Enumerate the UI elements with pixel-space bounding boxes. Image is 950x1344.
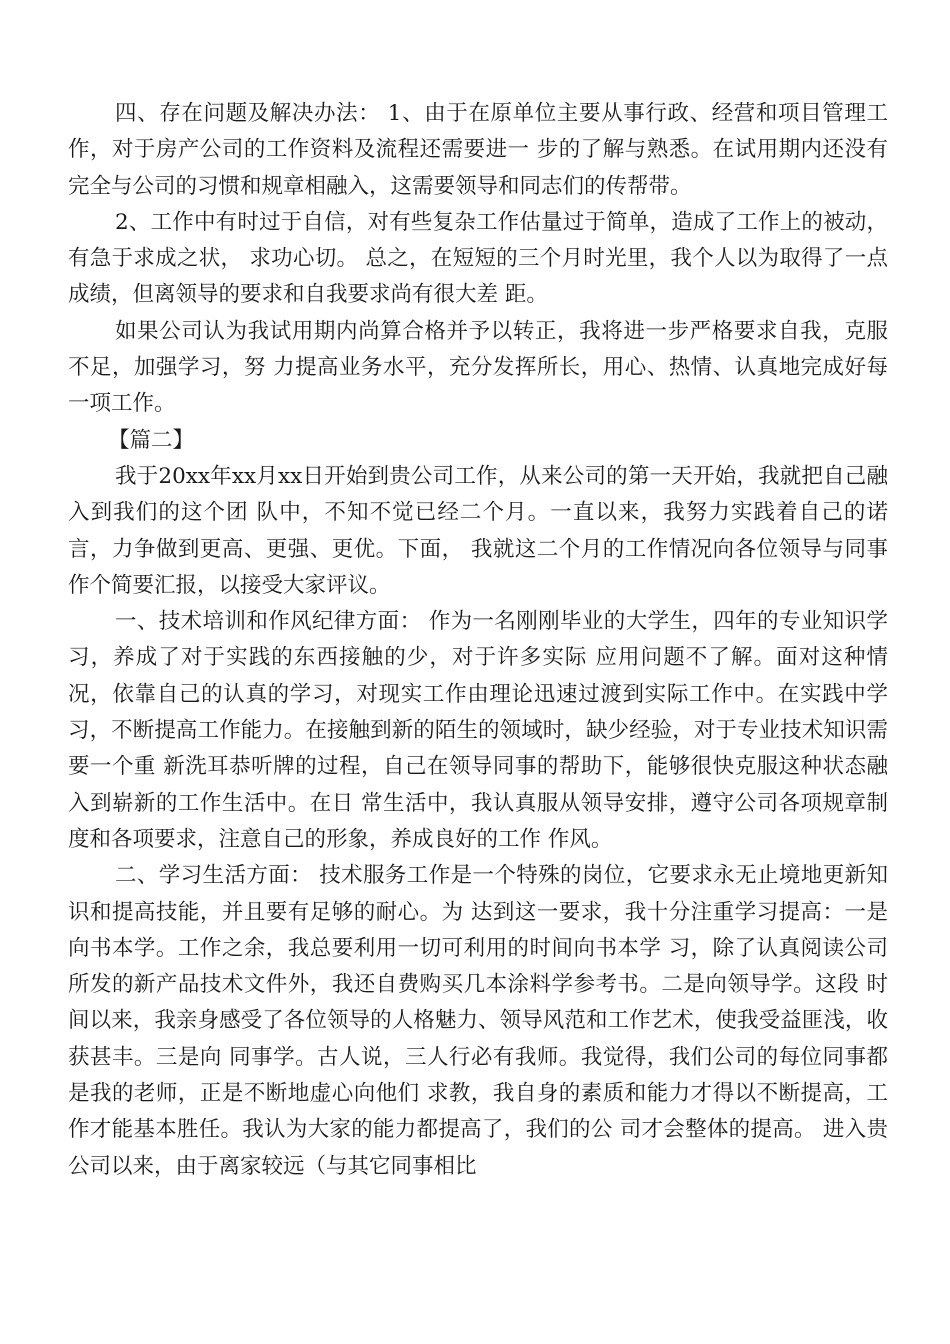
document-body bbox=[68, 96, 888, 1185]
paragraph-introduction: 我于20xx年xx月xx日开始到贵公司工作，从来公司的第一天开始，我就把自己融入到我们的这个团 队中，不知不觉已经二个月。一直以来，我努力实践着自己的诺言，力争做到更高、更强、更优。下面， 我就这二个月的工作情况向各位领导与同事作个简要汇报，以接受大家评议。 bbox=[68, 463, 888, 598]
paragraph-overconfidence: 2、工作中有时过于自信，对有些复杂工作估量过于简单，造成了工作上的被动，有急于求成之状， 求功心切。 总之，在短短的三个月时光里，我个人以为取得了一点成绩，但离领导的要求和自我要求尚有很大差 距。 bbox=[68, 209, 888, 308]
paragraph-technical-training: 一、技术培训和作风纪律方面： 作为一名刚刚毕业的大学生，四年的专业知识学习，养成了对于实践的东西接触的少，对于许多实际 应用问题不了解。面对这种情况，依靠自己的认真的学习，对现实工作由理论迅速过渡到实际工作中。在实践中学习，不断提高工作能力。在接触到新的陌生的领域时，缺少经验，对于专业技术知识需要一个重 新洗耳恭听牌的过程，自己在领导同事的帮助下，能够很快克服这种状态融入到崭新的工作生活中。在日 常生活中，我认真服从领导安排，遵守公司各项规章制度和各项要求，注意自己的形象，养成良好的工作 作风。 bbox=[68, 609, 888, 852]
section-heading-part-two: 【篇二】 bbox=[108, 427, 195, 453]
paragraph-confirmation-request: 如果公司认为我试用期内尚算合格并予以转正，我将进一步严格要求自我，克服不足，加强学习，努 力提高业务水平，充分发挥所长，用心、热情、认真地完成好每一项工作。 bbox=[68, 318, 888, 417]
paragraph-study-life: 二、学习生活方面： 技术服务工作是一个特殊的岗位，它要求永无止境地更新知识和提高技能，并且要有足够的耐心。为 达到这一要求，我十分注重学习提高：一是向书本学。工作之余，我总要利用一切可利用的时间向书本学 习，除了认真阅读公司所发的新产品技术文件外，我还自费购买几本涂料学参考书。二是向领导学。这段 时间以来，我亲身感受了各位领导的人格魅力、领导风范和工作艺术，使我受益匪浅，收获甚丰。三是向 同事学。古人说，三人行必有我师。我觉得，我们公司的每位同事都是我的老师，正是不断地虚心向他们 求教，我自身的素质和能力才得以不断提高，工作才能基本胜任。我认为大家的能力都提高了，我们的公 司才会整体的提高。 进入贵公司以来，由于离家较远（与其它同事相比 bbox=[68, 863, 888, 1179]
paragraph-problems-and-solutions: 四、存在问题及解决办法： 1、由于在原单位主要从事行政、经营和项目管理工作，对于房产公司的工作资料及流程还需要进一 步的了解与熟悉。在试用期内还没有完全与公司的习惯和规章相融入，这需要领导和同志们的传帮带。 bbox=[68, 101, 888, 199]
